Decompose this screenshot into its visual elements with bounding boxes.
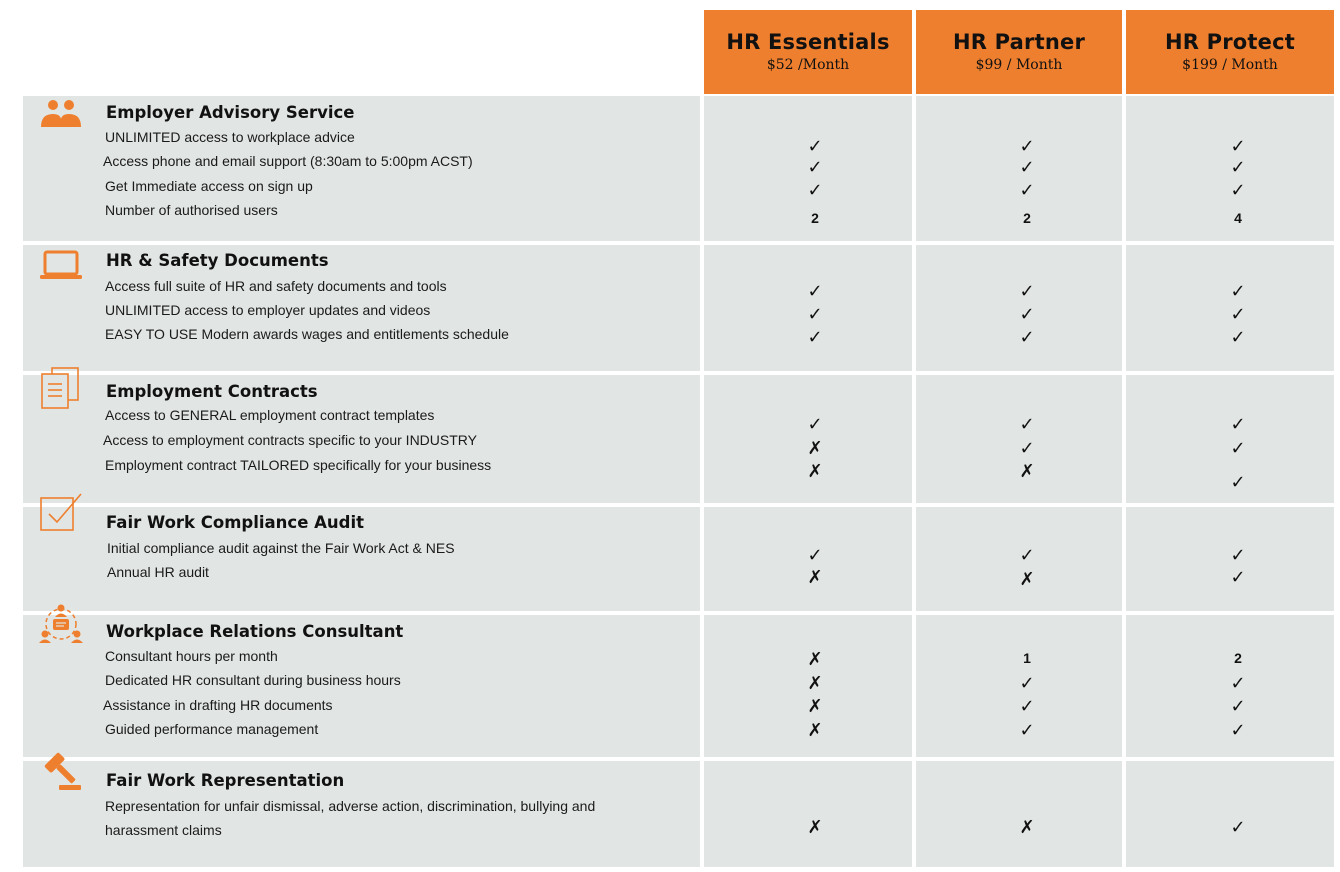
check-icon: ✓ bbox=[1230, 567, 1246, 588]
column-divider bbox=[700, 507, 704, 611]
column-divider bbox=[1122, 507, 1126, 611]
plan-name: HR Essentials bbox=[726, 30, 890, 54]
check-icon: ✓ bbox=[1019, 545, 1035, 566]
column-divider bbox=[700, 96, 704, 241]
feature-label: Guided performance management bbox=[105, 721, 319, 737]
column-divider bbox=[1122, 761, 1126, 867]
feature-label: UNLIMITED access to employer updates and videos bbox=[105, 302, 431, 318]
check-icon: ✓ bbox=[1230, 545, 1246, 566]
feature-section bbox=[23, 96, 1334, 241]
column-divider bbox=[1122, 245, 1126, 371]
check-icon: ✓ bbox=[1019, 696, 1035, 717]
cross-icon: ✗ bbox=[1019, 461, 1035, 482]
column-divider bbox=[912, 507, 916, 611]
check-icon: ✓ bbox=[1230, 817, 1246, 838]
check-icon: ✓ bbox=[1019, 720, 1035, 741]
check-icon: ✓ bbox=[1230, 696, 1246, 717]
value-number: 1 bbox=[1023, 650, 1031, 666]
check-icon: ✓ bbox=[1230, 414, 1246, 435]
cross-icon: ✗ bbox=[807, 673, 823, 694]
column-divider bbox=[700, 375, 704, 503]
feature-label: harassment claims bbox=[105, 822, 222, 838]
documents-icon bbox=[37, 364, 85, 412]
check-icon: ✓ bbox=[807, 414, 823, 435]
cross-icon: ✗ bbox=[807, 567, 823, 588]
check-icon: ✓ bbox=[1230, 304, 1246, 325]
feature-section bbox=[23, 375, 1334, 503]
column-divider bbox=[912, 245, 916, 371]
check-icon: ✓ bbox=[1019, 673, 1035, 694]
value-number: 2 bbox=[1023, 210, 1031, 226]
check-icon: ✓ bbox=[807, 327, 823, 348]
check-icon: ✓ bbox=[1019, 157, 1035, 178]
feature-label: Access to employment contracts specific to your INDUSTRY bbox=[103, 432, 477, 448]
column-divider bbox=[912, 96, 916, 241]
feature-label: EASY TO USE Modern awards wages and entitlements schedule bbox=[105, 326, 509, 342]
cross-icon: ✗ bbox=[807, 817, 823, 838]
check-icon: ✓ bbox=[1019, 180, 1035, 201]
check-icon: ✓ bbox=[1019, 414, 1035, 435]
feature-section bbox=[23, 761, 1334, 867]
value-number: 2 bbox=[811, 210, 819, 226]
check-icon: ✓ bbox=[1019, 304, 1035, 325]
feature-label: Access to GENERAL employment contract templates bbox=[105, 407, 435, 423]
value-number: 4 bbox=[1234, 210, 1242, 226]
check-icon: ✓ bbox=[1230, 136, 1246, 157]
check-icon: ✓ bbox=[1230, 438, 1246, 459]
column-divider bbox=[1122, 96, 1126, 241]
laptop-icon bbox=[37, 242, 85, 290]
check-icon: ✓ bbox=[1019, 438, 1035, 459]
section-title: Employer Advisory Service bbox=[106, 103, 355, 122]
plan-name: HR Protect bbox=[1165, 30, 1295, 54]
section-title: Fair Work Representation bbox=[106, 771, 345, 790]
feature-label: Consultant hours per month bbox=[105, 648, 278, 664]
feature-label: Representation for unfair dismissal, adverse action, discrimination, bullying and bbox=[105, 798, 596, 814]
check-icon: ✓ bbox=[1230, 720, 1246, 741]
check-icon: ✓ bbox=[1019, 327, 1035, 348]
cross-icon: ✗ bbox=[807, 438, 823, 459]
column-divider bbox=[912, 375, 916, 503]
feature-label: Annual HR audit bbox=[107, 564, 209, 580]
check-icon: ✓ bbox=[807, 281, 823, 302]
consultant-icon bbox=[37, 600, 85, 648]
feature-label: Get Immediate access on sign up bbox=[105, 178, 313, 194]
feature-section bbox=[23, 245, 1334, 371]
plan-header-protect bbox=[1126, 10, 1334, 94]
check-icon: ✓ bbox=[807, 545, 823, 566]
plan-price: $52 /Month bbox=[766, 57, 850, 73]
check-icon: ✓ bbox=[1019, 281, 1035, 302]
feature-label: Initial compliance audit against the Fair Work Act & NES bbox=[107, 540, 455, 556]
column-divider bbox=[1122, 615, 1126, 757]
plan-price: $199 / Month bbox=[1182, 57, 1278, 73]
plan-header-partner bbox=[916, 10, 1122, 94]
feature-label: Assistance in drafting HR documents bbox=[103, 697, 333, 713]
feature-label: Access phone and email support (8:30am to 5:00pm ACST) bbox=[103, 153, 473, 169]
check-icon: ✓ bbox=[1230, 327, 1246, 348]
feature-label: Dedicated HR consultant during business hours bbox=[105, 672, 401, 688]
plan-price: $99 / Month bbox=[975, 57, 1063, 73]
cross-icon: ✗ bbox=[1019, 569, 1035, 590]
check-icon: ✓ bbox=[807, 157, 823, 178]
cross-icon: ✗ bbox=[807, 696, 823, 717]
gavel-icon bbox=[37, 747, 85, 795]
check-icon: ✓ bbox=[807, 136, 823, 157]
feature-label: Number of authorised users bbox=[105, 202, 278, 218]
section-title: HR & Safety Documents bbox=[106, 251, 329, 270]
check-icon: ✓ bbox=[807, 180, 823, 201]
value-number: 2 bbox=[1234, 650, 1242, 666]
section-title: Workplace Relations Consultant bbox=[106, 622, 404, 641]
cross-icon: ✗ bbox=[807, 720, 823, 741]
cross-icon: ✗ bbox=[807, 649, 823, 670]
column-divider bbox=[700, 761, 704, 867]
feature-section bbox=[23, 507, 1334, 611]
cross-icon: ✗ bbox=[1019, 817, 1035, 838]
section-title: Fair Work Compliance Audit bbox=[106, 513, 365, 532]
check-icon: ✓ bbox=[1230, 673, 1246, 694]
column-divider bbox=[700, 245, 704, 371]
column-divider bbox=[700, 615, 704, 757]
column-divider bbox=[912, 615, 916, 757]
check-icon: ✓ bbox=[1230, 157, 1246, 178]
check-icon: ✓ bbox=[1230, 180, 1246, 201]
column-divider bbox=[1122, 375, 1126, 503]
cross-icon: ✗ bbox=[807, 461, 823, 482]
plan-header-essentials bbox=[704, 10, 912, 94]
feature-section bbox=[23, 615, 1334, 757]
column-divider bbox=[912, 761, 916, 867]
section-title: Employment Contracts bbox=[106, 382, 318, 401]
people-icon bbox=[37, 93, 85, 141]
plan-name: HR Partner bbox=[953, 30, 1085, 54]
check-icon: ✓ bbox=[1230, 472, 1246, 493]
checkbox-icon bbox=[37, 490, 85, 538]
check-icon: ✓ bbox=[1230, 281, 1246, 302]
check-icon: ✓ bbox=[1019, 136, 1035, 157]
feature-label: UNLIMITED access to workplace advice bbox=[105, 129, 355, 145]
feature-label: Employment contract TAILORED specifically for your business bbox=[105, 457, 492, 473]
feature-label: Access full suite of HR and safety documents and tools bbox=[105, 278, 447, 294]
check-icon: ✓ bbox=[807, 304, 823, 325]
